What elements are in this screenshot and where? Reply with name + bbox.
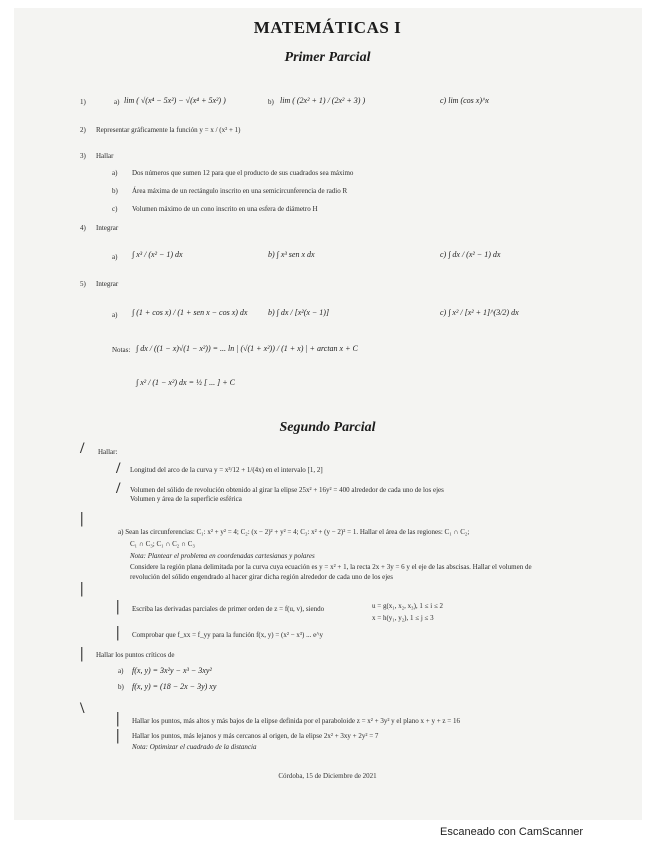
- handwritten-check-mark: \: [80, 700, 85, 717]
- problem-5c-formula: c) ∫ x² / [x² + 1]^(3/2) dx: [440, 308, 519, 317]
- segundo-heading: Hallar:: [98, 448, 118, 456]
- problem-5-number: 5): [80, 280, 86, 288]
- handwritten-check-mark: |: [80, 510, 84, 527]
- segundo-ellipse-extremes: Hallar los puntos, más altos y más bajos de la elipse definida por el paraboloide z = x² + 3y² y el plano x + y + z = 16: [132, 717, 460, 725]
- problem-1-number: 1): [80, 98, 86, 106]
- problem-1c-formula: c) lim (cos x)^x: [440, 96, 489, 105]
- segundo-ellipse-note: Nota: Optimizar el cuadrado de la distancia: [132, 743, 257, 751]
- segundo-item-sphere: Volumen y área de la superficie esférica: [130, 495, 242, 503]
- section-segundo-parcial: Segundo Parcial: [279, 420, 376, 435]
- segundo-region-problem: Considere la región plana delimitada por la curva cuya ecuación es y = x² + 1, la recta 2x + 3y = 6 y el eje de las abscisas. Hallar el volumen de: [130, 563, 532, 571]
- segundo-circles-problem: a) Sean las circunferencias: C₁: x² + y² = 4; C₂: (x − 2)² + y² = 4; C₃: x² + (y − 2)² = 1. Hallar el área de las regiones: C₁ ∩ C₂;: [118, 528, 470, 536]
- problem-4-number: 4): [80, 224, 86, 232]
- section-primer-parcial: Primer Parcial: [284, 50, 371, 65]
- handwritten-check-mark: |: [80, 580, 84, 597]
- problem-5-note-2: ∫ x² / (1 − x²) dx = ½ [ ... ] + C: [136, 378, 235, 387]
- segundo-item-ellipse-volume: Volumen del sólido de revolución obtenido al girar la elipse 25x² + 16y² = 400 alrededor de cada uno de los ejes: [130, 486, 444, 494]
- problem-4a-formula: ∫ x³ / (x² − 1) dx: [132, 250, 183, 259]
- handwritten-check-mark: |: [116, 624, 120, 641]
- segundo-region-problem-cont: revolución del sólido engendrado al hacer girar dicha región alrededor de cada uno de los ejes: [130, 573, 393, 581]
- segundo-critical-2: f(x, y) = (18 − 2x − 3y) xy: [132, 682, 217, 691]
- handwritten-check-mark: /: [116, 480, 121, 497]
- handwritten-check-mark: /: [80, 440, 85, 457]
- segundo-partial-cond-1: u = g(x₁, x₂, x₃), 1 ≤ i ≤ 2: [372, 602, 444, 610]
- document-date: Córdoba, 15 de Diciembre de 2021: [278, 772, 377, 780]
- problem-4-heading: Integrar: [96, 224, 119, 232]
- scanner-watermark: Escaneado con CamScanner: [440, 826, 584, 838]
- problem-1b-formula: lim ( (2x² + 1) / (2x² + 3) ): [280, 96, 366, 105]
- handwritten-check-mark: |: [116, 710, 120, 727]
- handwritten-check-mark: |: [116, 598, 120, 615]
- problem-3a-text: Dos números que sumen 12 para que el producto de sus cuadrados sea máximo: [132, 169, 354, 177]
- problem-4b-formula: b) ∫ x³ sen x dx: [268, 250, 315, 259]
- handwritten-check-mark: |: [80, 645, 84, 662]
- problem-3-number: 3): [80, 152, 86, 160]
- problem-1a-label: a): [114, 98, 120, 106]
- problem-5-heading: Integrar: [96, 280, 119, 288]
- problem-5b-formula: b) ∫ dx / [x²(x − 1)]: [268, 308, 330, 317]
- segundo-critical-1: f(x, y) = 3x²y − x³ − 3xy²: [132, 666, 212, 675]
- segundo-circles-problem-cont: C₁ ∩ C₃; C₁ ∩ C₂ ∩ C₃: [130, 540, 195, 548]
- segundo-circles-note: Nota: Plantear el problema en coordenadas cartesianas y polares: [130, 552, 315, 560]
- problem-5a-formula: ∫ (1 + cos x) / (1 + sen x − cos x) dx: [132, 308, 248, 317]
- problem-3-heading: Hallar: [96, 152, 114, 160]
- problem-1b-label: b): [268, 98, 274, 106]
- segundo-partial-derivatives: Escriba las derivadas parciales de primer orden de z = f(u, v), siendo: [132, 605, 325, 613]
- segundo-critical-heading: Hallar los puntos críticos de: [96, 651, 175, 659]
- problem-2-text: Representar gráficamente la función y = x / (x² + 1): [96, 126, 241, 134]
- segundo-verify-fxx: Comprobar que f_xx = f_yy para la función f(x, y) = (x² − x³) ... e^y: [132, 631, 323, 639]
- segundo-partial-cond-2: x = h(y₁, y₂), 1 ≤ j ≤ 3: [372, 614, 434, 622]
- problem-5-note-1: ∫ dx / ((1 − x)√(1 − x²)) = ... ln | (√(1 + x²)) / (1 + x) | + arctan x + C: [136, 344, 358, 353]
- problem-2-number: 2): [80, 126, 86, 134]
- handwritten-check-mark: |: [116, 727, 120, 744]
- problem-4c-formula: c) ∫ dx / (x² − 1) dx: [440, 250, 501, 259]
- problem-3c-text: Volumen máximo de un cono inscrito en una esfera de diámetro H: [132, 205, 318, 213]
- problem-1a-formula: lim ( √(x⁴ − 5x²) − √(x⁴ + 5x²) ): [124, 96, 226, 105]
- segundo-ellipse-distance: Hallar los puntos, más lejanos y más cercanos al origen, de la elipse 2x² + 3xy + 2y² = 7: [132, 732, 379, 740]
- segundo-item-arc-length: Longitud del arco de la curva y = x³/12 + 1/(4x) en el intervalo [1, 2]: [130, 466, 323, 474]
- handwritten-check-mark: /: [116, 460, 121, 477]
- problem-5-notes-label: Notas:: [112, 346, 131, 354]
- page-title: MATEMÁTICAS I: [253, 18, 402, 37]
- problem-3b-text: Área máxima de un rectángulo inscrito en una semicircunferencia de radio R: [132, 187, 348, 195]
